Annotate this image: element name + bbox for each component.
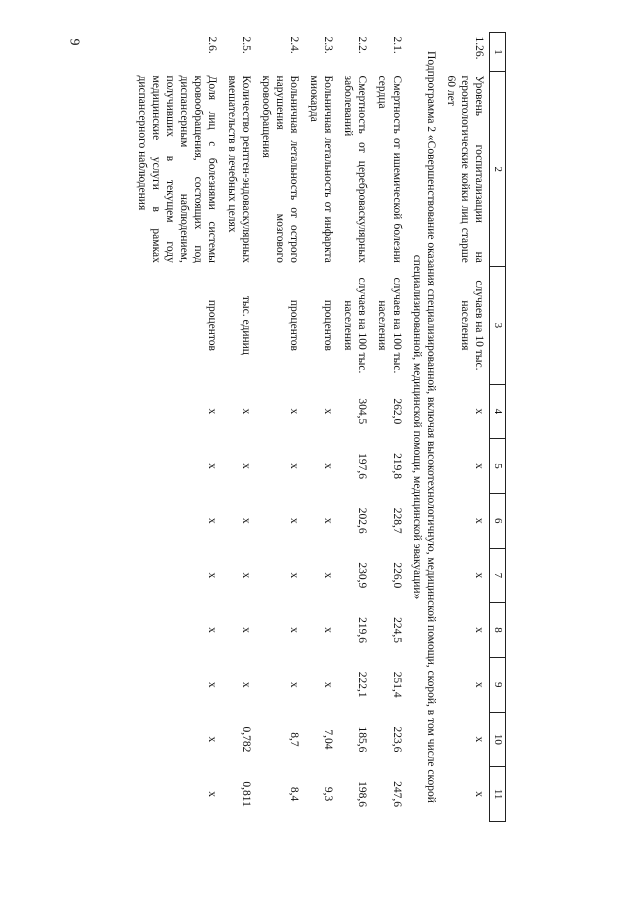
value-cell: 8,4 <box>288 786 301 802</box>
value-cell: x <box>240 408 253 415</box>
value-cell: 197,6 <box>356 453 369 479</box>
value-cell: 224,5 <box>390 617 403 643</box>
value-cell: 198,6 <box>356 781 369 808</box>
subprogram-title: Подпрограмма 2 «Совершенствование оказания специализированной, включая высокотехнологичную, медицинской помощи, скорой, в том числе скорой специализированной, медицинской помощи, медицинской эвакуации» <box>410 51 437 803</box>
value-cell: 7,04 <box>322 729 335 750</box>
unit-of-measure: процентов <box>206 299 219 351</box>
table-row <box>441 33 490 822</box>
unit-of-measure: процентов <box>288 299 301 351</box>
value-cell: x <box>472 627 485 633</box>
column-number-cell: 2 <box>489 72 505 267</box>
value-cell: 228,7 <box>390 507 403 534</box>
value-cell: 8,7 <box>288 732 301 747</box>
table-row <box>222 33 256 822</box>
value-cell: x <box>240 572 253 579</box>
value-cell: 0,782 <box>240 726 253 753</box>
table-row <box>304 33 338 822</box>
value-cell: x <box>288 572 301 579</box>
row-number: 2.4. <box>288 36 301 54</box>
value-cell: x <box>322 463 335 469</box>
indicator-name: Доля лиц с болезнями системы кровообращения, состоящих под диспансерным наблюдением, получивших в текущем году медицинские услуги в рамках диспансерного наблюдения <box>136 75 219 263</box>
value-cell: x <box>322 681 335 688</box>
value-cell: 222,1 <box>356 671 369 698</box>
column-number-cell: 5 <box>489 439 505 494</box>
table-body <box>132 33 505 822</box>
value-cell: x <box>206 627 219 633</box>
indicator-name: Больничная летальность от острого нарушения мозгового кровообращения <box>260 75 301 263</box>
indicator-name: Смертность от цереброваскулярных заболеваний <box>342 75 369 263</box>
subprogram-row <box>407 33 441 822</box>
value-cell: 0,811 <box>240 781 253 807</box>
row-number: 2.6. <box>206 36 219 54</box>
value-cell: x <box>288 627 301 633</box>
row-number: 2.2. <box>356 36 369 54</box>
rotated-table-container <box>136 32 506 822</box>
table-row <box>338 33 372 822</box>
table-row <box>132 33 222 822</box>
column-number-cell: 10 <box>489 712 505 767</box>
column-number-cell: 4 <box>489 384 505 439</box>
value-cell: x <box>240 517 253 524</box>
column-number-cell: 3 <box>489 267 505 384</box>
column-number-cell: 6 <box>489 493 505 548</box>
value-cell: x <box>240 627 253 633</box>
table-row <box>372 33 406 822</box>
value-cell: x <box>288 517 301 524</box>
value-cell: x <box>206 572 219 579</box>
unit-of-measure: случаев на 10 тыс. населения <box>458 280 485 371</box>
unit-of-measure: случаев на 100 тыс. населения <box>376 277 403 374</box>
value-cell: x <box>288 681 301 688</box>
value-cell: x <box>472 736 485 743</box>
column-number-cell: 11 <box>489 767 505 822</box>
unit-of-measure: случаев на 100 тыс. населения <box>342 277 369 374</box>
column-number-cell: 1 <box>489 33 505 72</box>
row-number: 2.1. <box>390 36 403 54</box>
value-cell: x <box>472 517 485 524</box>
indicator-name: Количество рентген-эндоваскулярных вмешательств в лечебных целях <box>226 75 253 263</box>
value-cell: x <box>240 681 253 688</box>
row-number: 1.26. <box>472 36 485 60</box>
table-row <box>256 33 304 822</box>
row-number: 2.3. <box>322 36 335 54</box>
value-cell: 9,3 <box>322 786 335 802</box>
indicator-name: Больничная летальность от инфаркта миокарда <box>308 75 335 263</box>
value-cell: 247,6 <box>390 781 403 808</box>
value-cell: x <box>472 572 485 579</box>
value-cell: x <box>322 572 335 579</box>
value-cell: x <box>206 681 219 688</box>
value-cell: x <box>206 736 219 743</box>
value-cell: x <box>322 517 335 524</box>
column-number-cell: 7 <box>489 548 505 603</box>
page-number: 9 <box>66 38 82 46</box>
indicator-name: Уровень госпитализации на геронтологические койки лиц старше 60 лет <box>444 75 485 263</box>
value-cell: 226,0 <box>390 562 403 589</box>
value-cell: x <box>206 791 219 797</box>
value-cell: x <box>206 408 219 415</box>
value-cell: x <box>472 463 485 469</box>
value-cell: 223,6 <box>390 726 403 753</box>
indicator-name: Смертность от ишемической болезни сердца <box>376 75 403 263</box>
value-cell: 251,4 <box>390 671 403 698</box>
value-cell: x <box>288 463 301 469</box>
value-cell: 262,0 <box>390 398 403 425</box>
value-cell: x <box>322 408 335 415</box>
value-cell: 304,5 <box>356 398 369 425</box>
value-cell: x <box>472 791 485 797</box>
value-cell: x <box>472 408 485 415</box>
column-number-cell: 9 <box>489 657 505 712</box>
column-number-row <box>489 33 505 822</box>
value-cell: 219,8 <box>390 453 403 479</box>
value-cell: 219,6 <box>356 617 369 643</box>
unit-of-measure: тыс. единиц <box>240 295 253 355</box>
column-number-cell: 8 <box>489 603 505 658</box>
unit-of-measure: процентов <box>322 299 335 351</box>
value-cell: 185,6 <box>356 726 369 753</box>
value-cell: 202,6 <box>356 507 369 534</box>
value-cell: x <box>206 463 219 469</box>
value-cell: x <box>288 408 301 415</box>
value-cell: x <box>240 463 253 469</box>
value-cell: 230,9 <box>356 562 369 589</box>
row-number: 2.5. <box>240 36 253 54</box>
value-cell: x <box>322 627 335 633</box>
value-cell: x <box>206 517 219 524</box>
indicators-table <box>132 32 506 822</box>
value-cell: x <box>472 681 485 688</box>
